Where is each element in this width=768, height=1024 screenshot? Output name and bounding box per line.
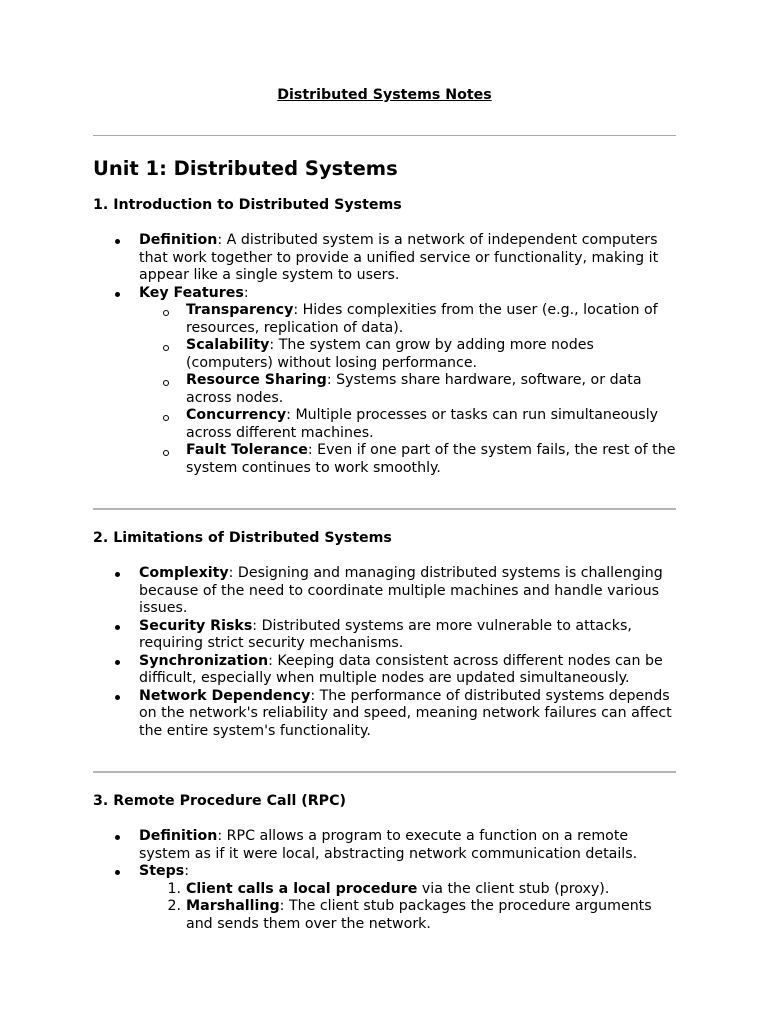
steps-sublist <box>93 881 676 934</box>
list-item-definition <box>93 828 676 863</box>
list-item-key-features <box>93 285 676 478</box>
list-item-definition <box>93 232 676 285</box>
feature-text: : Multiple processes or tasks can run simultaneously across different machines. <box>186 407 659 441</box>
list-item-limitation <box>93 618 676 653</box>
introduction-list <box>93 232 676 477</box>
list-item-limitation <box>93 688 676 741</box>
limitation-term: Security Risks <box>139 617 253 634</box>
limitation-text: : The performance of distributed systems depends on the network's reliability and speed, meaning network failures can affect the entire system's functionality. <box>139 687 672 739</box>
step-term: Client calls a local procedure <box>186 880 418 897</box>
feature-item <box>93 407 676 442</box>
key-features-term: Key Features <box>139 284 244 301</box>
step-text: via the client stub (proxy). <box>417 880 610 897</box>
list-item-steps <box>93 863 676 933</box>
feature-text: : Hides complexities from the user (e.g., location of resources, replication of data). <box>186 302 658 336</box>
limitations-list <box>93 565 676 740</box>
feature-item <box>93 372 676 407</box>
key-features-suffix: : <box>243 284 249 301</box>
section-heading-limitations: 2. Limitations of Distributed Systems <box>93 530 392 546</box>
feature-term: Fault Tolerance <box>186 442 308 458</box>
feature-term: Scalability <box>186 337 270 353</box>
definition-text: : A distributed system is a network of independent computers that work together to provide a unified service or functionality, making it appear like a single system to users. <box>139 232 659 283</box>
feature-text: : Systems share hardware, software, or data across nodes. <box>186 372 642 406</box>
section-divider <box>93 508 676 510</box>
limitation-term: Synchronization <box>139 652 269 669</box>
step-item <box>93 881 676 899</box>
unit-heading: Unit 1: Distributed Systems <box>93 157 398 180</box>
steps-suffix: : <box>184 863 190 879</box>
feature-text: : Even if one part of the system fails, the rest of the system continues to work smoothly. <box>186 442 676 476</box>
feature-item <box>93 442 676 477</box>
limitation-text: : Designing and managing distributed systems is challenging because of the need to coordinate multiple machines and handle various issues. <box>139 565 663 616</box>
rpc-definition-text: : RPC allows a program to execute a function on a remote system as if it were local, abstracting network communication details. <box>139 828 638 862</box>
section-heading-rpc: 3. Remote Procedure Call (RPC) <box>93 793 346 809</box>
list-item-limitation <box>93 565 676 618</box>
feature-item <box>93 302 676 337</box>
step-text: : The client stub packages the procedure arguments and sends them over the network. <box>186 898 652 932</box>
definition-term: Definition <box>139 232 218 248</box>
section-heading-introduction: 1. Introduction to Distributed Systems <box>93 197 402 213</box>
list-item-limitation <box>93 653 676 688</box>
feature-item <box>93 337 676 372</box>
limitation-text: : Distributed systems are more vulnerable to attacks, requiring strict security mechanisms. <box>139 617 632 651</box>
title-divider <box>93 135 676 136</box>
step-number: 1. <box>167 880 181 897</box>
feature-term: Concurrency <box>186 407 287 423</box>
feature-text: : The system can grow by adding more nodes (computers) without losing performance. <box>186 337 594 371</box>
feature-term: Transparency <box>186 302 294 318</box>
limitation-term: Complexity <box>139 565 229 581</box>
feature-term: Resource Sharing <box>186 372 327 388</box>
step-item <box>93 898 676 933</box>
section-divider <box>93 771 676 773</box>
limitation-term: Network Dependency <box>139 687 311 704</box>
step-term: Marshalling <box>186 898 280 914</box>
steps-term: Steps <box>139 863 185 879</box>
key-features-sublist <box>93 302 676 477</box>
rpc-definition-term: Definition <box>139 828 218 844</box>
limitation-text: : Keeping data consistent across different nodes can be difficult, especially when multiple nodes are updated simultaneously. <box>139 652 663 686</box>
rpc-list <box>93 828 676 933</box>
document-title: Distributed Systems Notes <box>277 87 492 103</box>
step-number: 2. <box>167 898 181 914</box>
